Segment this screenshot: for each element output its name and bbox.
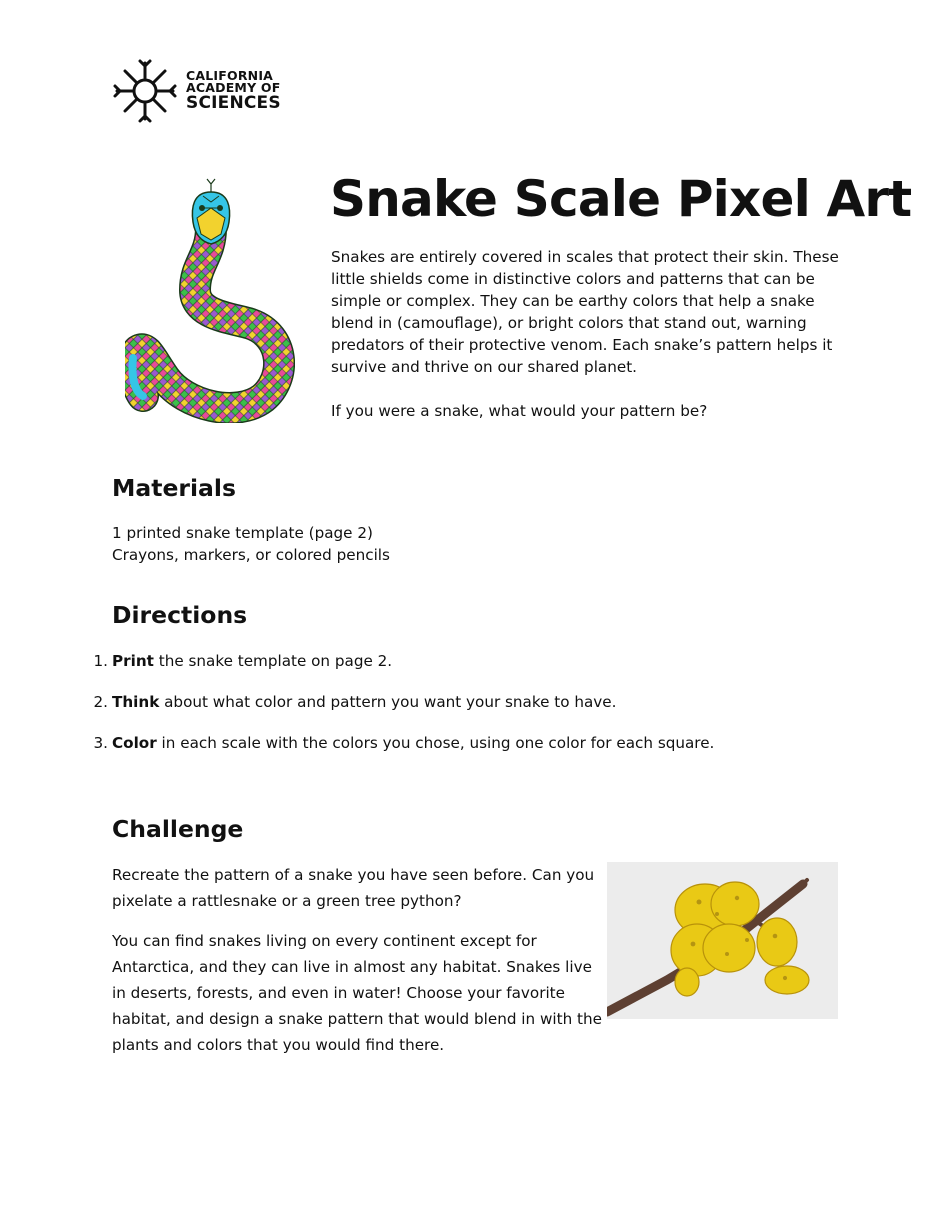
challenge-paragraph-2: You can find snakes living on every continent except for Antarctica, and they can live in almost any habitat. Snakes live in deserts, forests, and even in water! Choose your favorite habitat, and design a snake pattern that would blend in with the plants and colors that you would find there. [112,932,602,1054]
logo-line-2: ACADEMY OF [186,80,281,96]
page-title: Snake Scale Pixel Art [330,170,912,228]
materials-list [112,522,390,566]
logo-line-3: SCIENCES [186,93,281,114]
challenge-heading: Challenge [112,815,244,843]
step-verb: Think [112,693,160,711]
materials-item: 1 printed snake template (page 2) [112,524,373,542]
logo-line-1: CALIFORNIA [186,67,274,83]
step-text: about what color and pattern you want your snake to have. [159,693,617,711]
step-text: in each scale with the colors you chose, using one color for each square. [156,734,715,752]
step-number: 1. [93,652,108,670]
challenge-paragraph-1: Recreate the pattern of a snake you have seen before. Can you pixelate a rattlesnake or a green tree python? [112,866,595,910]
step-text: the snake template on page 2. [153,652,393,670]
pixel-snake-illustration [125,178,295,423]
materials-heading: Materials [112,474,236,502]
green-tree-python-photo [607,862,838,1019]
step-verb: Color [112,734,157,752]
starburst-logo-icon [112,58,178,124]
direction-step [93,732,812,773]
direction-step [93,691,812,732]
intro-paragraph: Snakes are entirely covered in scales that protect their skin. These little shields come in distinctive colors and patterns that can be simple or complex. They can be earthy colors that help a snake blend in (camouflage), or bright colors that stand out, warning predators of their protective venom. Each snake’s pattern helps it survive and thrive on our shared planet. [331,248,839,376]
materials-item: Crayons, markers, or colored pencils [112,546,390,564]
step-number: 2. [93,693,108,711]
step-verb: Print [112,652,154,670]
direction-step [93,650,812,691]
cal-academy-logo [112,58,281,124]
logo-wordmark [186,67,281,114]
question-paragraph: If you were a snake, what would your pattern be? [331,402,708,420]
step-number: 3. [93,734,108,752]
directions-heading: Directions [112,601,248,629]
directions-list [93,650,812,773]
